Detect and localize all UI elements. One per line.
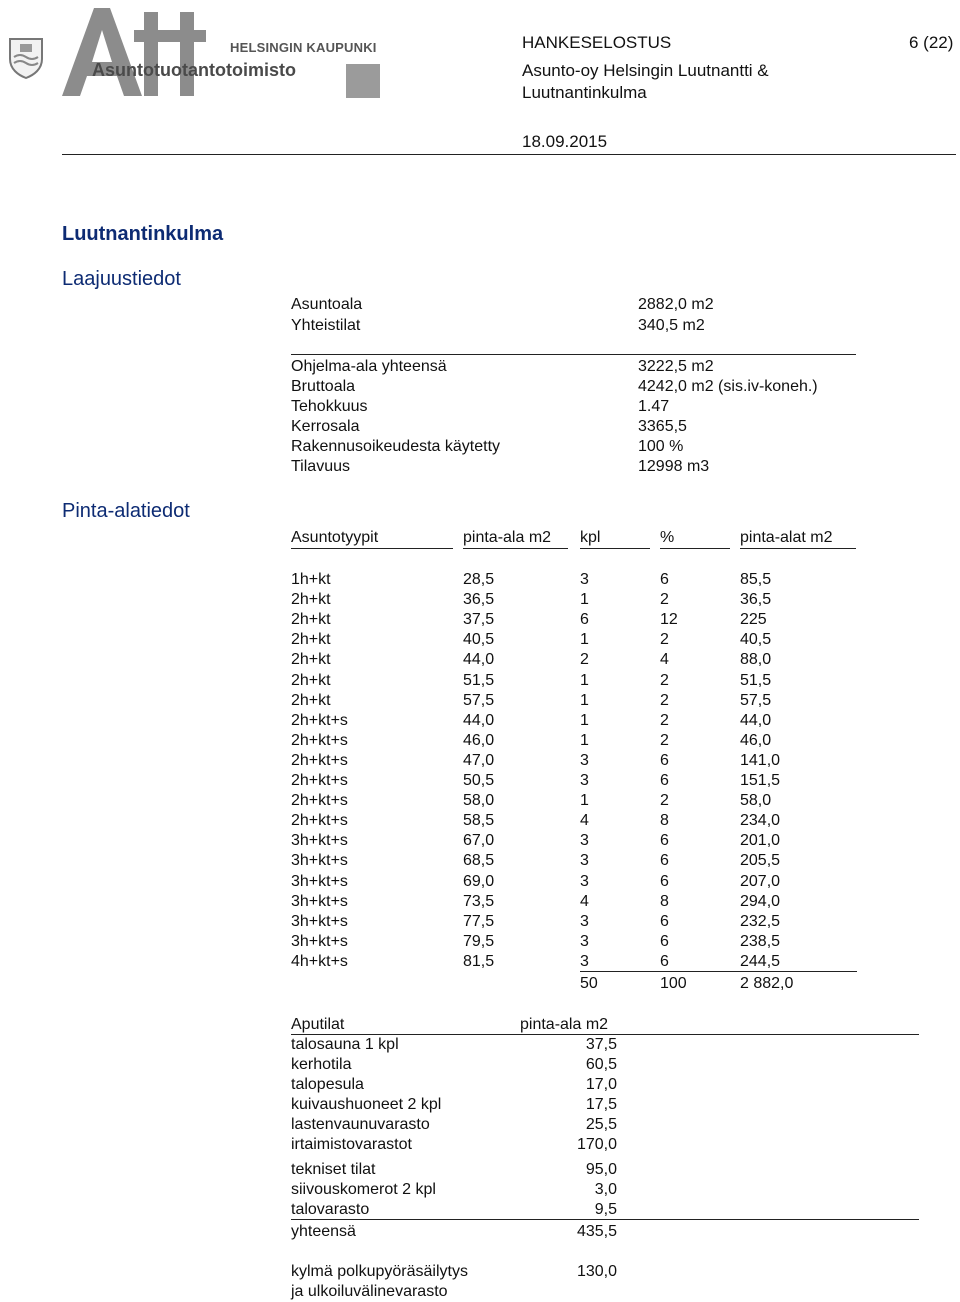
row-count: 3 <box>580 832 589 850</box>
header-underline <box>580 548 650 549</box>
company-line-1: Asunto-oy Helsingin Luutnantti & <box>522 61 769 80</box>
row-percent: 2 <box>660 591 669 609</box>
laajuus-label: Tehokkuus <box>291 398 368 415</box>
row-percent: 8 <box>660 892 669 910</box>
laajuus-value: 3222,5 m2 <box>638 358 714 375</box>
row-type: 2h+kt <box>291 631 331 649</box>
section-heading-laajuustiedot: Laajuustiedot <box>62 268 181 290</box>
page-number: 6 (22) <box>909 33 954 52</box>
row-area: 73,5 <box>463 892 495 910</box>
row-percent: 6 <box>660 832 669 850</box>
row-percent: 2 <box>660 792 669 810</box>
row-total-area: 207,0 <box>740 872 781 890</box>
row-percent: 6 <box>660 571 669 588</box>
row-percent: 2 <box>660 631 669 649</box>
row-area: 50,5 <box>463 772 495 789</box>
row-area: 51,5 <box>463 671 495 689</box>
aputila-label: kerhotila <box>291 1056 352 1073</box>
totals-divider <box>580 971 857 972</box>
aputila-label: ja ulkoiluvälinevarasto <box>291 1283 448 1300</box>
laajuus-label: Tilavuus <box>291 458 350 475</box>
row-area: 67,0 <box>463 832 495 850</box>
aputila-label: irtaimistovarastot <box>291 1136 412 1153</box>
row-type: 2h+kt+s <box>291 731 348 749</box>
row-type: 3h+kt+s <box>291 912 348 930</box>
row-total-area: 205,5 <box>740 852 781 870</box>
row-count: 1 <box>580 671 589 689</box>
row-total-area: 40,5 <box>740 631 772 649</box>
row-percent: 6 <box>660 932 669 950</box>
row-type: 3h+kt+s <box>291 832 348 850</box>
aputila-label: siivouskomerot 2 kpl <box>291 1181 436 1198</box>
row-total-area: 57,5 <box>740 691 772 709</box>
row-percent: 6 <box>660 751 669 769</box>
total-percent: 100 <box>660 975 687 992</box>
aputila-label: talosauna 1 kpl <box>291 1036 399 1053</box>
row-total-area: 44,0 <box>740 711 772 729</box>
row-type: 3h+kt+s <box>291 932 348 950</box>
row-type: 2h+kt <box>291 671 331 689</box>
header-underline <box>660 548 730 549</box>
row-total-area: 141,0 <box>740 751 781 769</box>
row-percent: 6 <box>660 852 669 870</box>
section-heading-pinta-alatiedot: Pinta-alatiedot <box>62 500 190 522</box>
aputila-label: tekniset tilat <box>291 1161 376 1178</box>
aputila-value: 3,0 <box>594 1181 617 1198</box>
row-count: 1 <box>580 631 589 649</box>
laajuus-label: Bruttoala <box>291 378 356 395</box>
total-area: 2 882,0 <box>740 975 794 992</box>
aputila-value: 435,5 <box>576 1223 617 1240</box>
aputila-label: yhteensä <box>291 1223 356 1240</box>
aputila-value: 25,5 <box>585 1116 617 1133</box>
row-total-area: 51,5 <box>740 671 772 689</box>
aputila-value: 17,0 <box>585 1076 617 1093</box>
row-total-area: 58,0 <box>740 792 772 810</box>
row-area: 47,0 <box>463 751 495 769</box>
row-percent: 2 <box>660 711 669 729</box>
row-count: 3 <box>580 912 589 930</box>
aputila-value: 60,5 <box>585 1056 617 1073</box>
header-underline <box>463 548 568 549</box>
column-header-percent: % <box>660 529 675 546</box>
laajuus-value: 4242,0 m2 (sis.iv-koneh.) <box>638 378 818 395</box>
row-area: 44,0 <box>463 651 495 669</box>
laajuus-value: 3365,5 <box>638 418 687 435</box>
laajuus-value: 100 % <box>638 438 684 455</box>
header-underline <box>740 548 856 549</box>
row-percent: 2 <box>660 691 669 709</box>
row-count: 1 <box>580 691 589 709</box>
row-count: 1 <box>580 792 589 810</box>
logo-city-name: HELSINGIN KAUPUNKI <box>230 40 377 55</box>
row-area: 36,5 <box>463 591 495 609</box>
laajuus-label: Ohjelma-ala yhteensä <box>291 358 447 375</box>
row-type: 2h+kt+s <box>291 711 348 729</box>
row-percent: 2 <box>660 731 669 749</box>
laajuus-value: 340,5 m2 <box>638 317 705 334</box>
row-total-area: 244,5 <box>740 952 781 970</box>
row-area: 40,5 <box>463 631 495 649</box>
row-percent: 6 <box>660 952 669 970</box>
row-type: 2h+kt+s <box>291 812 348 830</box>
row-type: 3h+kt+s <box>291 872 348 890</box>
row-count: 1 <box>580 711 589 729</box>
row-area: 57,5 <box>463 691 495 709</box>
row-area: 68,5 <box>463 852 495 870</box>
row-type: 2h+kt <box>291 611 331 629</box>
total-count: 50 <box>580 975 598 992</box>
row-count: 4 <box>580 812 589 830</box>
laajuus-value: 1.47 <box>638 398 670 415</box>
row-area: 58,0 <box>463 792 495 810</box>
laajuus-divider <box>291 354 856 355</box>
row-total-area: 234,0 <box>740 812 781 830</box>
logo-organization-name: Asuntotuotantotoimisto <box>92 60 296 80</box>
row-area: 77,5 <box>463 912 495 930</box>
row-percent: 2 <box>660 671 669 689</box>
logo-square <box>346 64 380 98</box>
row-percent: 12 <box>660 611 678 629</box>
row-type: 4h+kt+s <box>291 952 348 970</box>
aputila-value: 170,0 <box>576 1136 617 1153</box>
row-count: 3 <box>580 852 589 870</box>
row-area: 69,0 <box>463 872 495 890</box>
row-total-area: 85,5 <box>740 571 772 588</box>
row-total-area: 232,5 <box>740 912 781 930</box>
row-count: 6 <box>580 611 589 629</box>
header-underline <box>291 548 453 549</box>
row-total-area: 36,5 <box>740 591 772 609</box>
laajuus-value: 2882,0 m2 <box>638 296 714 313</box>
row-area: 81,5 <box>463 952 495 970</box>
document-type: HANKESELOSTUS <box>522 33 672 52</box>
row-count: 3 <box>580 952 589 970</box>
row-percent: 8 <box>660 812 669 830</box>
laajuus-label: Rakennusoikeudesta käytetty <box>291 438 501 455</box>
row-area: 46,0 <box>463 731 495 749</box>
row-type: 2h+kt <box>291 591 331 609</box>
row-type: 3h+kt+s <box>291 892 348 910</box>
column-header-area: pinta-ala m2 <box>463 529 552 546</box>
aputila-label: lastenvaunuvarasto <box>291 1116 430 1133</box>
row-total-area: 151,5 <box>740 772 781 789</box>
row-type: 2h+kt <box>291 691 331 709</box>
column-header-total-area: pinta-alat m2 <box>740 529 833 546</box>
aputila-value: 17,5 <box>585 1096 617 1113</box>
row-total-area: 294,0 <box>740 892 781 910</box>
laajuus-value: 12998 m3 <box>638 458 710 475</box>
row-count: 4 <box>580 892 589 910</box>
row-type: 1h+kt <box>291 571 331 588</box>
company-line-2: Luutnantinkulma <box>522 83 647 102</box>
aputila-label: talopesula <box>291 1076 364 1093</box>
row-percent: 6 <box>660 772 669 789</box>
row-total-area: 225 <box>740 611 767 629</box>
row-type: 2h+kt+s <box>291 772 348 789</box>
laajuus-label: Kerrosala <box>291 418 360 435</box>
document-date: 18.09.2015 <box>522 132 608 151</box>
row-percent: 4 <box>660 651 669 669</box>
aputila-label: talovarasto <box>291 1201 370 1218</box>
aputilat-header-value: pinta-ala m2 <box>520 1016 609 1033</box>
row-type: 2h+kt+s <box>291 792 348 810</box>
aputila-label: kuivaushuoneet 2 kpl <box>291 1096 442 1113</box>
row-total-area: 46,0 <box>740 731 772 749</box>
aputila-label: kylmä polkupyöräsäilytys <box>291 1263 468 1280</box>
column-header-count: kpl <box>580 529 601 546</box>
aputila-value: 130,0 <box>576 1263 617 1280</box>
header-divider <box>62 154 956 155</box>
row-area: 58,5 <box>463 812 495 830</box>
aputila-value: 9,5 <box>594 1201 617 1218</box>
row-count: 3 <box>580 772 589 789</box>
laajuus-label: Asuntoala <box>291 296 363 313</box>
row-total-area: 88,0 <box>740 651 772 669</box>
aputilat-header-label: Aputilat <box>291 1016 345 1033</box>
row-count: 1 <box>580 591 589 609</box>
row-area: 28,5 <box>463 571 495 588</box>
row-area: 37,5 <box>463 611 495 629</box>
row-type: 3h+kt+s <box>291 852 348 870</box>
row-count: 3 <box>580 571 589 588</box>
row-count: 3 <box>580 872 589 890</box>
row-type: 2h+kt <box>291 651 331 669</box>
row-count: 2 <box>580 651 589 669</box>
row-count: 3 <box>580 751 589 769</box>
row-area: 79,5 <box>463 932 495 950</box>
aputilat-sum-divider <box>291 1219 919 1220</box>
row-count: 1 <box>580 731 589 749</box>
row-area: 44,0 <box>463 711 495 729</box>
row-percent: 6 <box>660 872 669 890</box>
page-title: Luutnantinkulma <box>62 223 224 245</box>
row-total-area: 201,0 <box>740 832 781 850</box>
row-total-area: 238,5 <box>740 932 781 950</box>
helsinki-crest-icon <box>8 35 44 79</box>
aputila-value: 95,0 <box>585 1161 617 1178</box>
laajuus-label: Yhteistilat <box>291 317 361 334</box>
aputila-value: 37,5 <box>585 1036 617 1053</box>
column-header-type: Asuntotyypit <box>291 529 379 546</box>
row-count: 3 <box>580 932 589 950</box>
row-type: 2h+kt+s <box>291 751 348 769</box>
att-logo-icon <box>58 4 208 99</box>
row-percent: 6 <box>660 912 669 930</box>
